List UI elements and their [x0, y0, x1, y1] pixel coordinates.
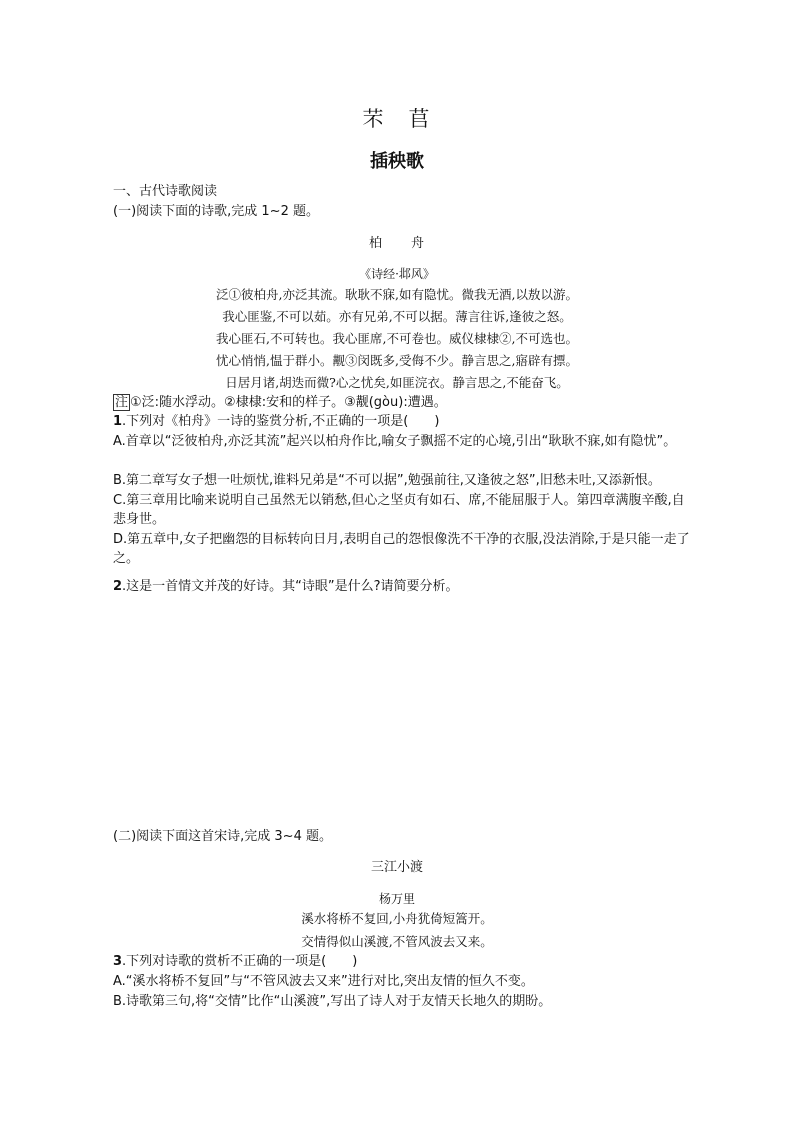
question-1-option-a: A.首章以“泛彼柏舟,亦泛其流”起兴以柏舟作比,喻女子飘摇不定的心境,引出“耿耿不寐,如有隐忧”。 [113, 434, 677, 449]
question-2-text: .这是一首情文并茂的好诗。其“诗眼”是什么?请简要分析。 [122, 579, 459, 594]
poem1-title: 柏 舟 [368, 236, 425, 251]
note-label: 注 [115, 395, 129, 410]
question-1-stem [113, 412, 439, 431]
question-2-stem [113, 577, 459, 596]
poem1-line-3: 我心匪石,不可转也。我心匪席,不可卷也。威仪棣棣②,不可选也。 [216, 331, 578, 346]
poem1-notes [113, 393, 447, 412]
question-1-text: .下列对《柏舟》一诗的鉴赏分析,不正确的一项是( ) [122, 414, 440, 429]
poem1-line-5: 日居月诸,胡迭而微?心之忧矣,如匪浣衣。静言思之,不能奋飞。 [225, 375, 569, 390]
question-3-option-b: B.诗歌第三句,将“交情”比作“山溪渡”,写出了诗人对于友情天长地久的期盼。 [113, 994, 552, 1009]
poem2-line-1: 溪水将桥不复回,小舟犹倚短篙开。 [301, 911, 493, 926]
question-1-option-d: D.第五章中,女子把幽怨的目标转向日月,表明自己的怨恨像洗不干净的衣服,没法消除,于是只能一走了之。 [113, 532, 690, 566]
question-2-number: 2 [113, 579, 123, 594]
question-1-option-b: B.第二章写女子想一吐烦忧,谁料兄弟是“不可以据”,勉强前往,又逢彼之怒”,旧愁未吐,又添新恨。 [113, 473, 661, 488]
question-1-option-c: C.第三章用比喻来说明自己虽然无以销愁,但心之坚贞有如石、席,不能屈服于人。第四章满腹辛酸,自悲身世。 [113, 493, 685, 527]
poem1-source: 《诗经·邶风》 [359, 267, 435, 281]
question-3-number: 3 [113, 954, 123, 969]
poem2-author: 杨万里 [378, 892, 415, 906]
note-text: ①泛:随水浮动。②棣棣:安和的样子。③觏(gòu):遭遇。 [130, 395, 447, 410]
answer-space[interactable] [113, 598, 681, 818]
question-3-option-a: A.“溪水将桥不复回”与“不管风波去又来”进行对比,突出友情的恒久不变。 [113, 974, 534, 989]
poem2-title: 三江小渡 [370, 860, 423, 875]
section-heading: 一、古代诗歌阅读 [113, 184, 218, 199]
part1-instruction: (一)阅读下面的诗歌,完成 1~2 题。 [113, 204, 319, 219]
poem1-line-2: 我心匪鉴,不可以茹。亦有兄弟,不可以据。薄言往诉,逢彼之怒。 [222, 309, 572, 324]
poem1-line-1: 泛①彼柏舟,亦泛其流。耿耿不寐,如有隐忧。微我无酒,以敖以游。 [216, 287, 578, 302]
page-subtitle: 插秧歌 [370, 151, 424, 172]
question-3-text: .下列对诗歌的赏析不正确的一项是( ) [122, 954, 358, 969]
part2-instruction: (二)阅读下面这首宋诗,完成 3~4 题。 [113, 829, 332, 844]
question-1-number: 1 [113, 414, 123, 429]
poem2-line-2: 交情得似山溪渡,不管风波去又来。 [301, 934, 493, 949]
poem1-line-4: 忧心悄悄,愠于群小。觏③闵既多,受侮不少。静言思之,寤辟有摽。 [216, 353, 578, 368]
page-title: 芣 苢 [362, 107, 432, 131]
question-3-stem [113, 952, 357, 971]
